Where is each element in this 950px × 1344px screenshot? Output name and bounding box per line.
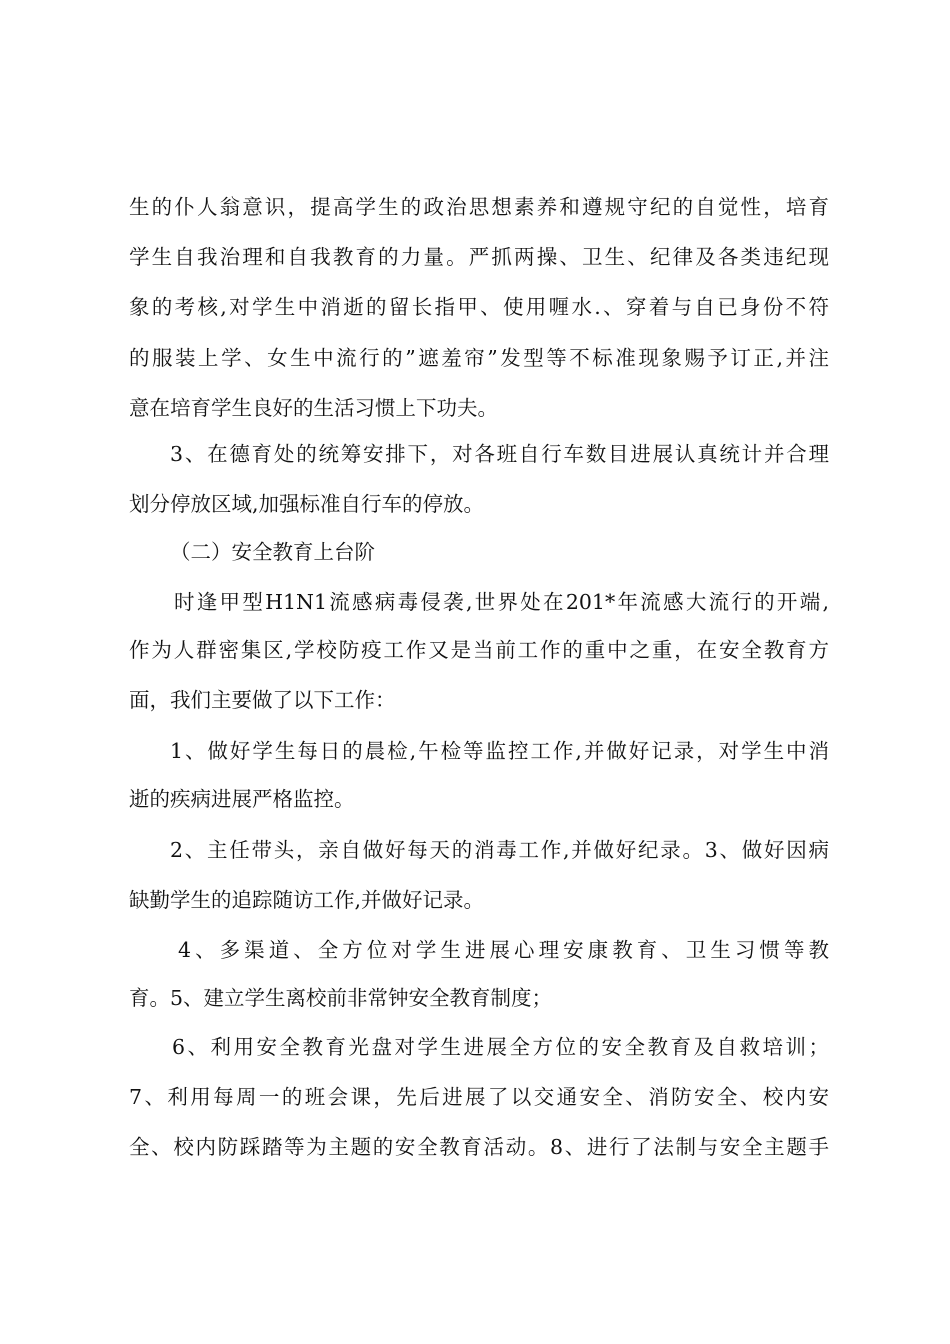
paragraph-line: 2、主任带头，亲自做好每天的消毒工作,并做好纪录。3、做好因病	[170, 838, 829, 862]
paragraph-line: 3、在德育处的统筹安排下，对各班自行车数目进展认真统计并合理	[170, 442, 829, 466]
paragraph-line: 4、多渠道、全方位对学生进展心理安康教育、卫生习惯等教	[178, 938, 829, 962]
paragraph-line: 育。5、建立学生离校前非常钟安全教育制度；	[129, 986, 553, 1010]
paragraph-line: 7、利用每周一的班会课，先后进展了以交通安全、消防安全、校内安	[129, 1085, 829, 1109]
paragraph-line: 意在培育学生良好的生活习惯上下功夫。	[129, 396, 498, 420]
paragraph-line: 时逢甲型H1N1流感病毒侵袭,世界处在201*年流感大流行的开端,	[174, 590, 829, 614]
paragraph-line: 学生自我治理和自我教育的力量。严抓两操、卫生、纪律及各类违纪现	[129, 245, 829, 269]
paragraph-line: 作为人群密集区,学校防疫工作又是当前工作的重中之重，在安全教育方	[129, 638, 829, 662]
paragraph-line: 全、校内防踩踏等为主题的安全教育活动。8、进行了法制与安全主题手	[129, 1135, 829, 1159]
paragraph-line: 逝的疾病进展严格监控。	[129, 787, 355, 811]
paragraph-line: 划分停放区域,加强标准自行车的停放。	[129, 492, 485, 516]
paragraph-line: 缺勤学生的追踪随访工作,并做好记录。	[129, 888, 485, 912]
section-heading: （二）安全教育上台阶	[170, 540, 375, 564]
paragraph-line: 的服装上学、女生中流行的”遮羞帘”发型等不标准现象赐予订正,并注	[129, 346, 829, 370]
paragraph-line: 象的考核,对学生中消逝的留长指甲、使用喱水.、穿着与自已身份不符	[129, 295, 829, 319]
paragraph-line: 生的仆人翁意识，提高学生的政治思想素养和遵规守纪的自觉性，培育	[129, 195, 829, 219]
paragraph-line: 6、利用安全教育光盘对学生进展全方位的安全教育及自救培训；	[172, 1035, 829, 1059]
paragraph-line: 1、做好学生每日的晨检,午检等监控工作,并做好记录，对学生中消	[170, 739, 829, 763]
paragraph-line: 面，我们主要做了以下工作：	[129, 688, 396, 712]
